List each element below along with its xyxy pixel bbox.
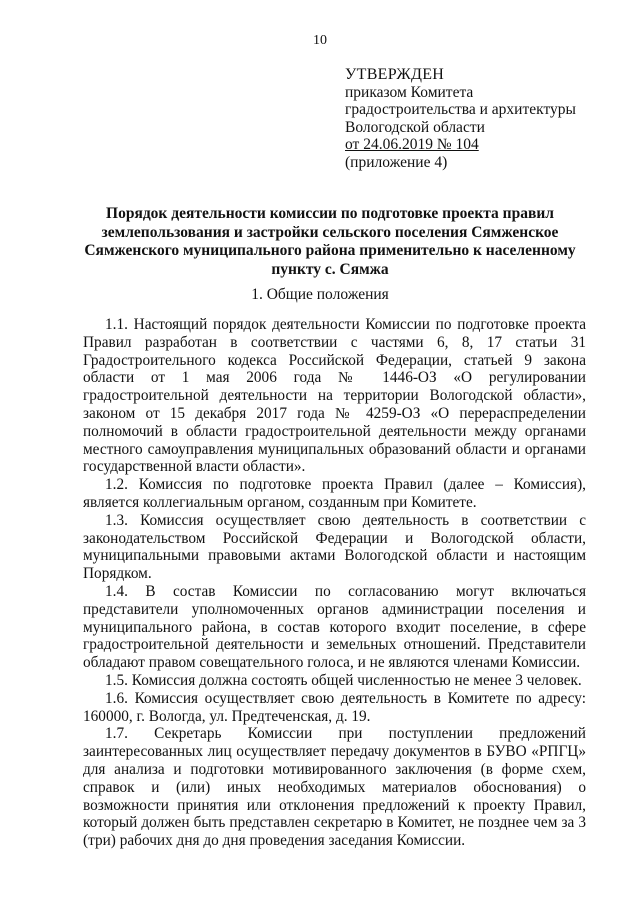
approval-line-date-number: от 24.06.2019 № 104 — [345, 136, 479, 154]
paragraph-1-1: 1.1. Настоящий порядок деятельности Комиссии по подготовке проекта Правил разработан в соответствии с частями 6, 8, 17 статьи 31 Градостроительного кодекса Российской Федерации, статьей 9 закона области от 1 мая 2006 года № 1446-ОЗ «О регулировании градостроительной деятельности на территории Вологодской области», законом от 15 декабря 2017 года № 4259-ОЗ «О перераспределении полномочий в области градостроительной деятельности между органами местного самоуправления муниципальных образований области и органами государственной власти области». — [83, 316, 586, 476]
paragraph-1-6: 1.6. Комиссия осуществляет свою деятельность в Комитете по адресу: 160000, г. Вологда, ул. Предтеченская, д. 19. — [83, 689, 586, 725]
approval-line-appendix: (приложение 4) — [345, 153, 448, 171]
paragraph-1-3: 1.3. Комиссия осуществляет свою деятельность в соответствии с законодательством Российской Федерации и Вологодской области, муниципальными правовыми актами Вологодской области и настоящим Порядком. — [83, 511, 586, 583]
approval-line-region: Вологодской области — [345, 118, 485, 136]
document-body — [83, 316, 586, 850]
paragraph-1-5: 1.5. Комиссия должна состоять общей численностью не менее 3 человек. — [105, 671, 582, 689]
paragraph-1-4: 1.4. В состав Комиссии по согласованию могут включаться представители уполномоченных органов администрации поселения и муниципального района, в состав которого входит поселение, в сфере градостроительной деятельности и земельных отношений. Представители обладают правом совещательного голоса, и не являются членами Комиссии. — [83, 582, 586, 672]
section-heading: 1. Общие положения — [251, 286, 389, 303]
page-number: 10 — [313, 33, 327, 48]
paragraph-1-7: 1.7. Секретарь Комиссии при поступлении предложений заинтересованных лиц осуществляет передачу документов в БУВО «РПГЦ» для анализа и подготовки мотивированного заключения (в форме схем, справок и (или) иных необходимых материалов обоснования) о возможности принятия или отклонения предложений к проекту Правил, который должен быть представлен секретарю в Комитет, не позднее чем за 3 (три) рабочих дня до дня проведения заседания Комиссии. — [83, 725, 586, 850]
approval-line-order: приказом Комитета — [345, 83, 474, 101]
approval-block — [345, 66, 615, 172]
approval-line-committee: градостроительства и архитектуры — [345, 101, 576, 119]
paragraph-1-2: 1.2. Комиссия по подготовке проекта Правил (далее – Комиссия), является коллегиальным органом, созданным при Комитете. — [83, 476, 586, 511]
document-title: Порядок деятельности комиссии по подготовке проекта правил землепользования и застройки сельского поселения Сямженское Сямженского муниципального района применительно к населенному пункту с. Сямжа — [84, 205, 576, 278]
approval-heading: УТВЕРЖДЕН — [345, 66, 445, 83]
